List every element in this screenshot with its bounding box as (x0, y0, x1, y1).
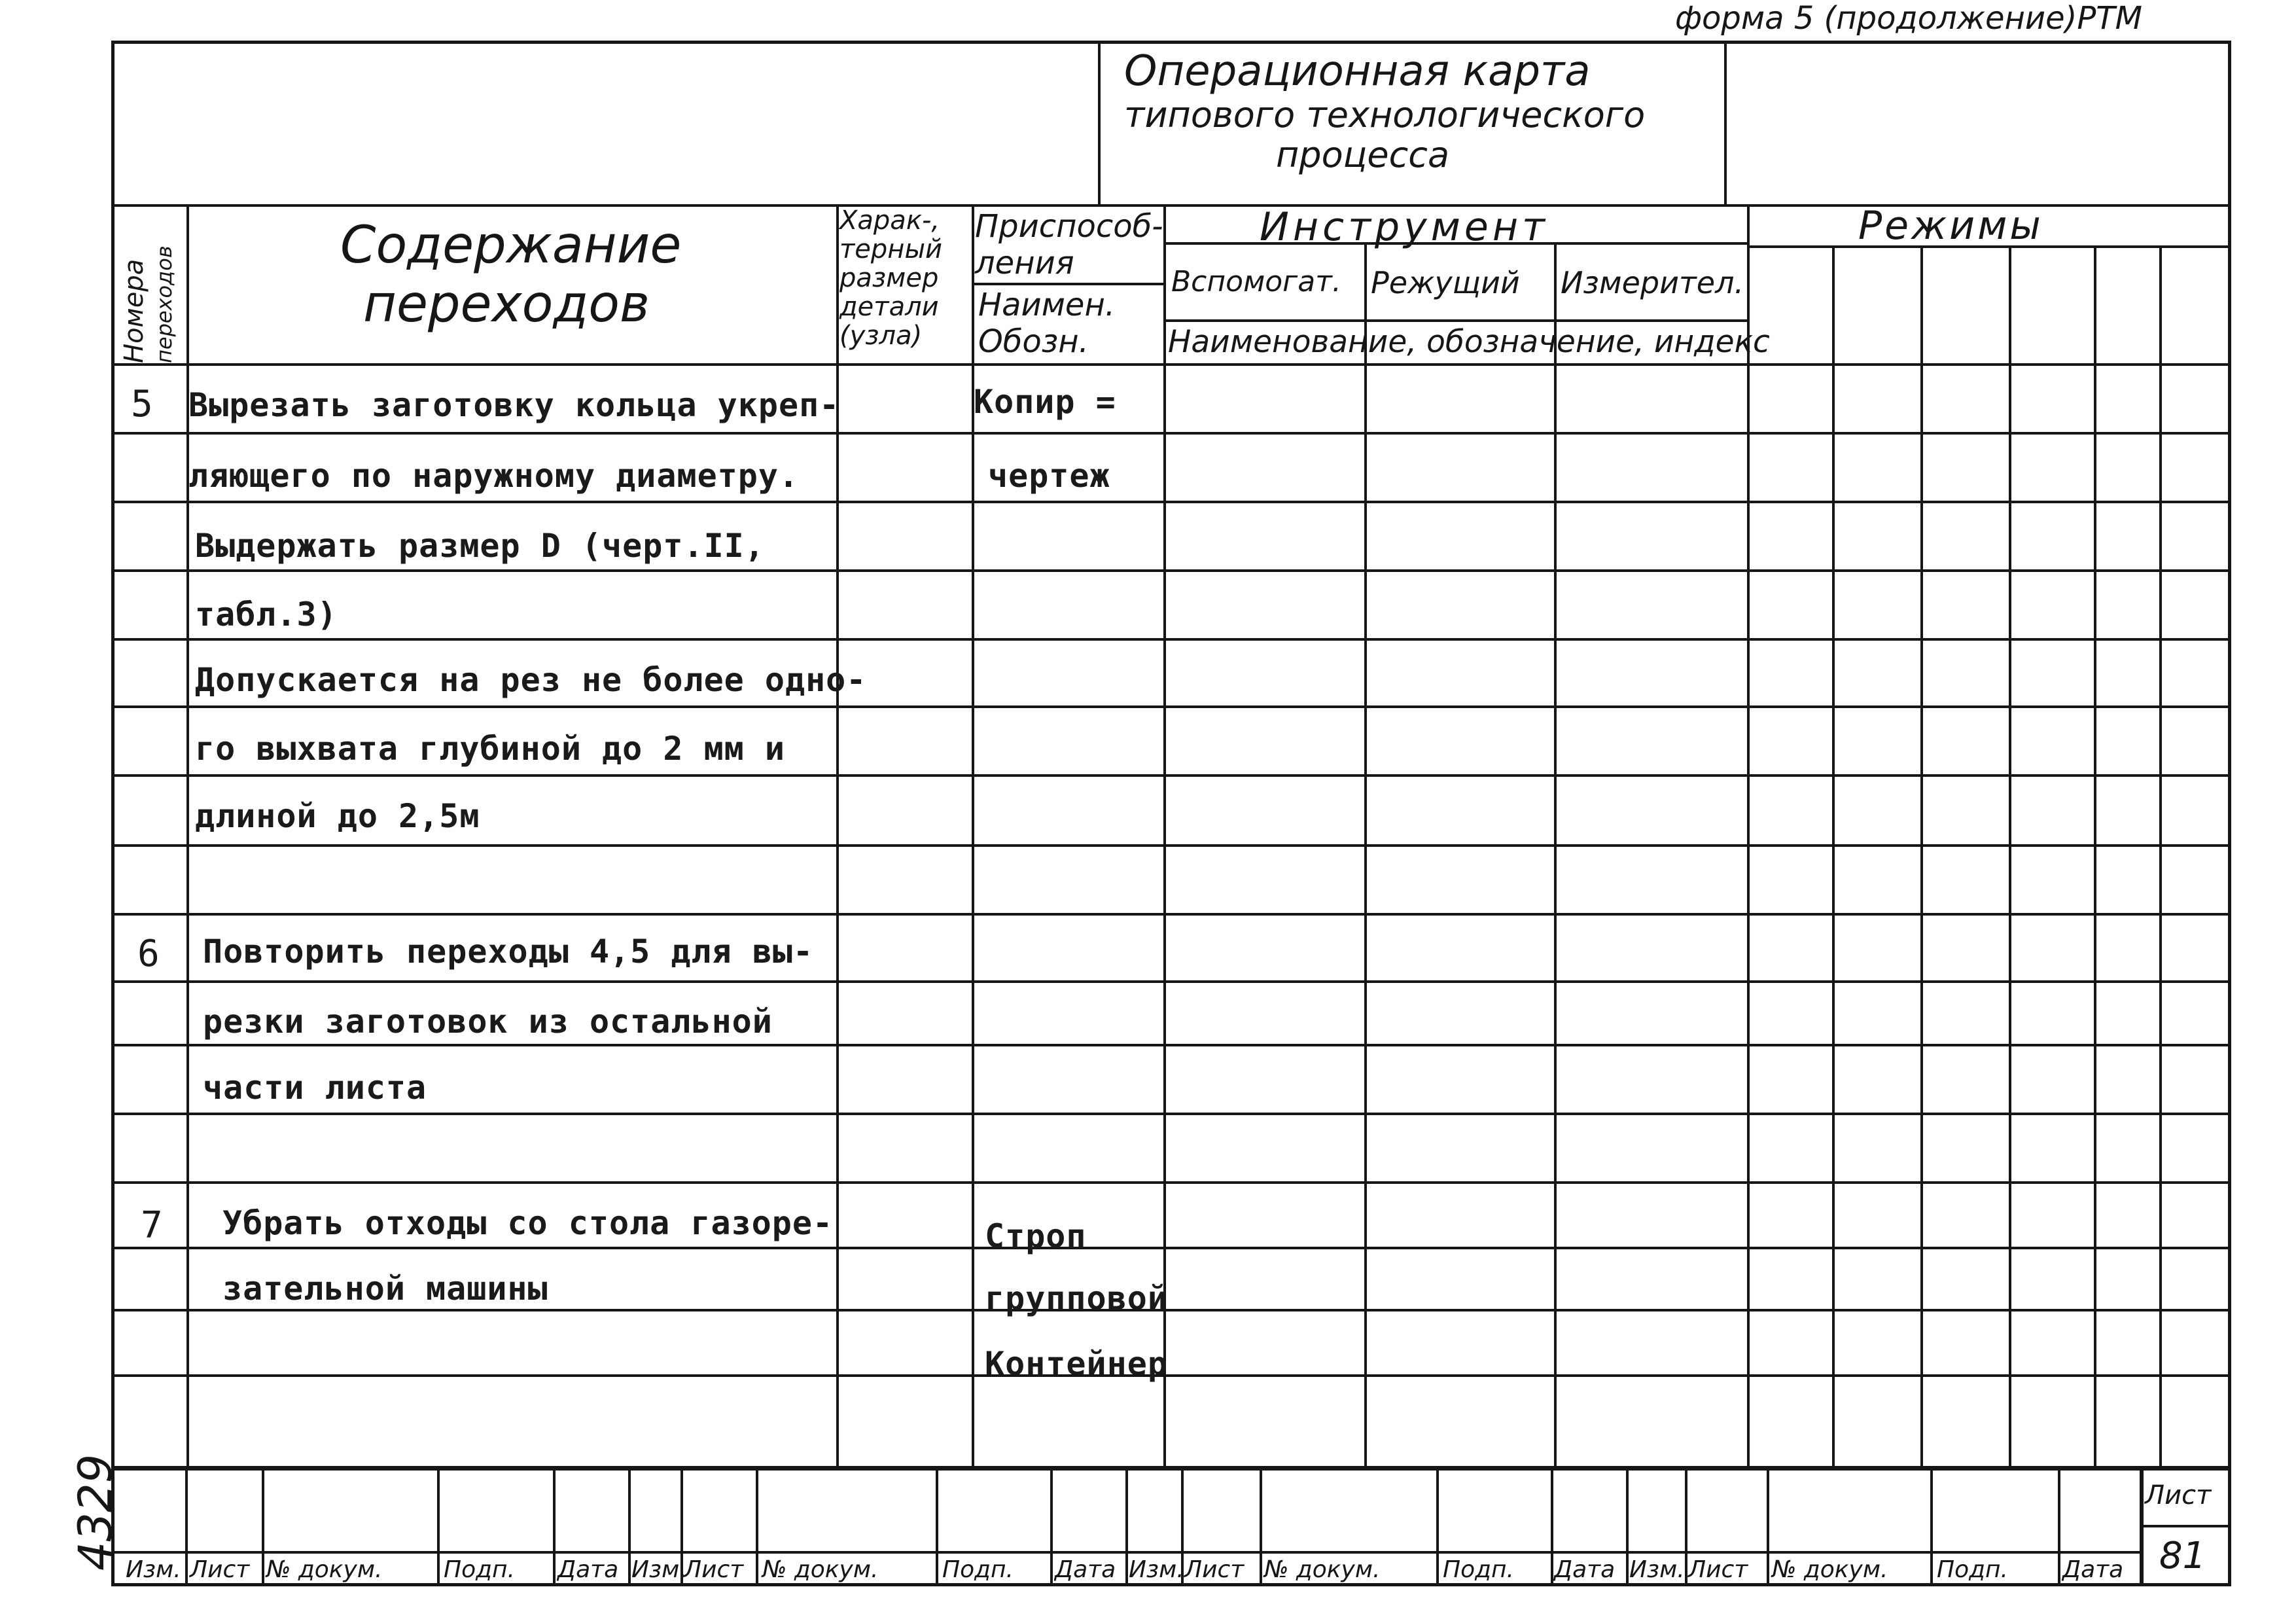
transition-text: зательной машины (222, 1270, 548, 1308)
footer-label: № докум. (762, 1556, 879, 1583)
footer-label: Лист (190, 1556, 250, 1583)
numbers-header (119, 245, 179, 363)
card-title-line3: процесса (1276, 134, 1450, 175)
transition-text: Допускается на рез не более одно- (195, 661, 867, 699)
footer-label: Подп. (1443, 1556, 1514, 1583)
fixture-text: чертеж (988, 457, 1110, 495)
footer-label: № докум. (1264, 1556, 1381, 1583)
footer-top-line (111, 1466, 2231, 1471)
col-line-mode-1 (1832, 245, 1835, 1467)
footer-divider (437, 1466, 440, 1586)
footer-label: Лист (1688, 1556, 1748, 1583)
footer-divider (1436, 1466, 1439, 1586)
row-line (111, 774, 2231, 777)
footer-divider (1685, 1466, 1687, 1586)
tool-header: Инструмент (1260, 204, 1549, 250)
header-divider-1 (1098, 41, 1101, 204)
size-header-line1: Харак-, (839, 205, 940, 236)
fixtures-header-line (972, 283, 1163, 285)
row-line (111, 980, 2231, 983)
inventory-number: 4329 (69, 1454, 122, 1571)
card-title-line1: Операционная карта (1124, 47, 1591, 96)
footer-divider (1125, 1466, 1128, 1586)
fixtures-header-line4: Обозн. (978, 323, 1089, 360)
row-line (111, 501, 2231, 503)
row-line (111, 705, 2231, 708)
footer-divider (1260, 1466, 1262, 1586)
fixture-text: Контейнер (985, 1345, 1168, 1383)
transition-text: Выдержать размер D (черт.II, (195, 527, 765, 565)
row-line (111, 1181, 2231, 1184)
fixtures-header-bottom (978, 287, 1115, 360)
transition-text: ляющего по наружному диаметру. (188, 457, 800, 495)
footer-label: Подп. (942, 1556, 1014, 1583)
row-line (111, 1309, 2231, 1311)
size-header (839, 206, 942, 350)
transition-text: табл.3) (195, 596, 338, 633)
transition-number: 7 (141, 1204, 163, 1247)
column-header-bottom (111, 363, 2231, 366)
footer-divider (1930, 1466, 1933, 1586)
col-line-tool-aux (1364, 242, 1367, 1467)
col-line-mode-2 (1920, 245, 1923, 1467)
footer-label: Лист (684, 1556, 744, 1583)
footer-label: Изм. (631, 1556, 687, 1583)
transition-text: части листа (203, 1069, 427, 1107)
col-line-mode-4 (2094, 245, 2096, 1467)
footer-divider (1767, 1466, 1769, 1586)
content-header-line2: переходов (363, 275, 650, 334)
numbers-header-line2: переходов (152, 245, 177, 363)
footer-label: Дата (2062, 1556, 2124, 1583)
transition-text: Повторить переходы 4,5 для вы- (203, 933, 814, 971)
col-line-tool-meas (1747, 204, 1750, 1467)
footer-divider (2058, 1466, 2060, 1586)
footer-label: Дата (1554, 1556, 1616, 1583)
col-line-mode-3 (2009, 245, 2011, 1467)
transition-text: резки заготовок из остальной (203, 1003, 773, 1041)
footer-label: Изм. (126, 1556, 181, 1583)
footer-divider (262, 1466, 264, 1586)
header-divider-2 (1724, 41, 1727, 204)
row-line (111, 913, 2231, 916)
fixtures-header-line2: ления (975, 245, 1074, 281)
fixtures-header-line3: Наимен. (978, 287, 1116, 323)
sheet-box-divider (2140, 1525, 2231, 1527)
row-line (111, 1044, 2231, 1046)
footer-divider (553, 1466, 556, 1586)
row-line (111, 1247, 2231, 1249)
footer-label: Подп. (444, 1556, 515, 1583)
transition-number: 5 (131, 383, 153, 425)
fixtures-header-top (975, 208, 1163, 281)
footer-divider (185, 1466, 188, 1586)
tool-cut-header: Режущий (1371, 265, 1520, 300)
row-line (111, 638, 2231, 641)
numbers-header-line1: Номера (119, 259, 149, 363)
row-line (111, 844, 2231, 847)
row-line (111, 1374, 2231, 1377)
sheet-number: 81 (2159, 1535, 2206, 1577)
card-title-line2: типового технологического (1124, 94, 1646, 135)
size-header-line5: (узла) (839, 321, 923, 351)
fixture-text: групповой (985, 1279, 1168, 1317)
fixture-text: Копир = (974, 383, 1116, 421)
footer-label: Дата (1055, 1556, 1116, 1583)
footer-label: Изм. (1629, 1556, 1685, 1583)
footer-label: № докум. (266, 1556, 383, 1583)
footer-divider (1551, 1466, 1553, 1586)
footer-divider (1626, 1466, 1629, 1586)
row-line (111, 569, 2231, 572)
footer-divider (1050, 1466, 1053, 1586)
col-line-tool-cut (1554, 242, 1557, 1467)
footer-divider (936, 1466, 938, 1586)
footer-label: Дата (557, 1556, 619, 1583)
tool-subheader-line (1163, 319, 1747, 322)
modes-header: Режимы (1858, 203, 2043, 249)
transition-number: 6 (137, 933, 160, 975)
row-line (111, 1113, 2231, 1115)
footer-label: Подп. (1937, 1556, 2008, 1583)
size-header-line4: детали (839, 292, 939, 322)
fixtures-header-line1: Приспособ- (975, 208, 1163, 245)
row-line (111, 432, 2231, 435)
sheet-label: Лист (2145, 1480, 2212, 1510)
fixture-text: Строп (985, 1217, 1087, 1255)
col-line-fixtures (1163, 204, 1166, 1467)
footer-label: Изм. (1129, 1556, 1184, 1583)
tool-aux-header: Вспомогат. (1171, 265, 1341, 298)
tool-name-header: Наименование, обозначение, индекс (1168, 324, 1770, 360)
size-header-line2: терный (839, 234, 943, 264)
footer-label: № докум. (1772, 1556, 1888, 1583)
transition-text: го выхвата глубиной до 2 мм и (195, 730, 785, 768)
size-header-line3: размер (839, 263, 939, 293)
footer-divider (756, 1466, 758, 1586)
col-line-mode-5 (2159, 245, 2162, 1467)
transition-text: длиной до 2,5м (195, 797, 480, 835)
transition-text: Вырезать заготовку кольца укреп- (188, 386, 840, 424)
footer-label: Лист (1184, 1556, 1245, 1583)
transition-text: Убрать отходы со стола газоре- (222, 1204, 834, 1242)
content-header-line1: Содержание (340, 216, 682, 275)
form-reference: форма 5 (продолжение)РТМ (1675, 0, 2143, 37)
footer-divider (628, 1466, 631, 1586)
tool-meas-header: Измерител. (1561, 265, 1744, 300)
